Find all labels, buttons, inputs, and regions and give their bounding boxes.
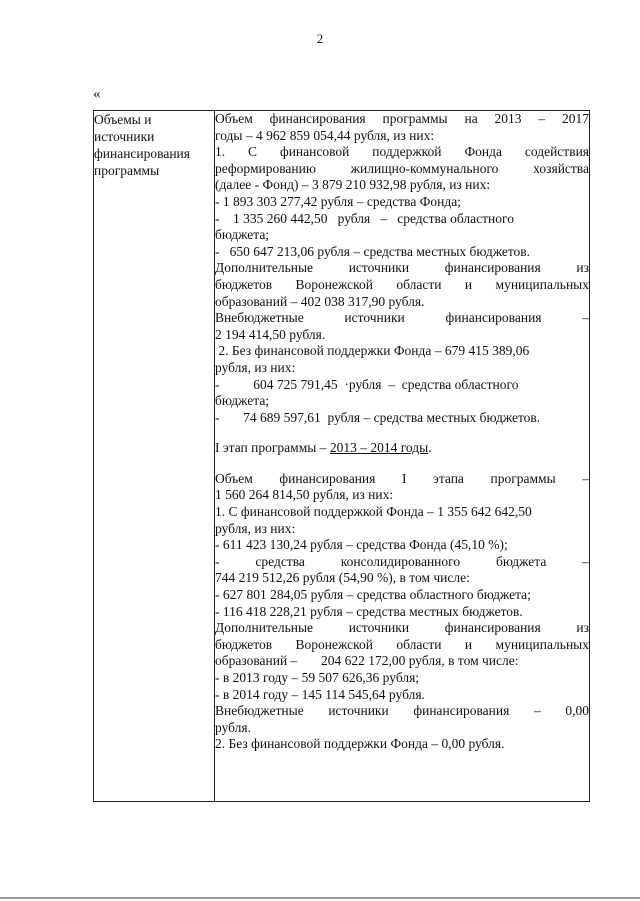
text-line: Внебюджетные источники финансирования – — [215, 310, 589, 326]
text-line: образований – 402 038 317,90 рубля. — [215, 293, 425, 309]
text-line: Объем финансирования I этапа программы – — [215, 470, 589, 486]
scan-edge-line — [0, 897, 640, 899]
text-line: Дополнительные источники финансирования из — [215, 260, 589, 276]
text-line: - в 2013 году – 59 507 626,36 рубля; — [215, 670, 420, 685]
table-row — [94, 111, 590, 802]
text-line: - 1 335 260 442,50 рубля – средства областного — [215, 210, 514, 226]
text-line: 1. С финансовой поддержкой Фонда содействия — [215, 144, 589, 160]
page-number: 2 — [316, 31, 324, 46]
text-line: бюджета; — [215, 393, 270, 409]
content-cell — [215, 111, 590, 802]
spacer — [215, 426, 589, 440]
text-line: - 611 423 130,24 рубля – средства Фонда (45,10 %); — [215, 537, 508, 553]
financing-table — [93, 110, 590, 802]
stage-heading-prefix: I этап программы – — [215, 440, 330, 456]
text-line: - 74 689 597,61 рубля – средства местных бюджетов. — [215, 409, 541, 425]
text-line: годы – 4 962 859 054,44 рубля, из них: — [215, 127, 435, 143]
text-line: реформированию жилищно-коммунального хозяйства — [215, 160, 589, 176]
text-line: бюджета; — [215, 227, 270, 243]
text-line: Внебюджетные источники финансирования – 0,00 — [215, 703, 589, 719]
label-line: финансирования — [94, 146, 190, 161]
text-line: Объем финансирования программы на 2013 – 2017 — [215, 111, 589, 126]
text-line: - 1 893 303 277,42 рубля – средства Фонда; — [215, 193, 461, 209]
text-line: образований – 204 622 172,00 рубля, в том числе: — [215, 653, 519, 669]
text-line: рубля, из них: — [215, 520, 296, 536]
text-line: рубля. — [215, 719, 251, 735]
stage-heading — [215, 440, 589, 457]
text-line: 2 194 414,50 рубля. — [215, 326, 326, 342]
spacer — [215, 457, 589, 471]
text-line: - в 2014 году – 145 114 545,64 рубля. — [215, 686, 425, 702]
stage-heading-suffix: . — [428, 440, 432, 456]
opening-quote-mark: « — [93, 86, 101, 102]
text-line: - средства консолидированного бюджета – — [215, 553, 589, 569]
text-line: 2. Без финансовой поддержки Фонда – 0,00 рубля. — [215, 736, 505, 752]
text-line: (далее - Фонд) – 3 879 210 932,98 рубля, из них: — [215, 177, 491, 193]
label-line: источники — [94, 129, 155, 144]
text-line: 1 560 264 814,50 рубля, из них: — [215, 487, 394, 503]
text-line: 744 219 512,26 рубля (54,90 %), в том числе: — [215, 570, 470, 586]
text-line: - 650 647 213,06 рубля – средства местных бюджетов. — [215, 243, 531, 259]
text-line: рубля, из них: — [215, 359, 296, 375]
text-line: - 627 801 284,05 рубля – средства областного бюджета; — [215, 587, 531, 603]
text-line: бюджетов Воронежской области и муниципальных — [215, 636, 589, 652]
label-cell — [94, 111, 215, 802]
stage-heading-years: 2013 – 2014 годы — [329, 440, 429, 456]
text-line: бюджетов Воронежской области и муниципальных — [215, 276, 589, 292]
label-line: Объемы и — [94, 112, 152, 127]
text-line: - 604 725 791,45 ·рубля – средства областного — [215, 376, 519, 392]
label-line: программы — [94, 163, 160, 178]
text-line: Дополнительные источники финансирования из — [215, 620, 589, 636]
text-line: - 116 418 228,21 рубля – средства местных бюджетов. — [215, 603, 523, 619]
text-line: 2. Без финансовой поддержки Фонда – 679 415 389,06 — [215, 343, 530, 359]
text-line: 1. С финансовой поддержкой Фонда – 1 355 642 642,50 — [215, 504, 532, 520]
